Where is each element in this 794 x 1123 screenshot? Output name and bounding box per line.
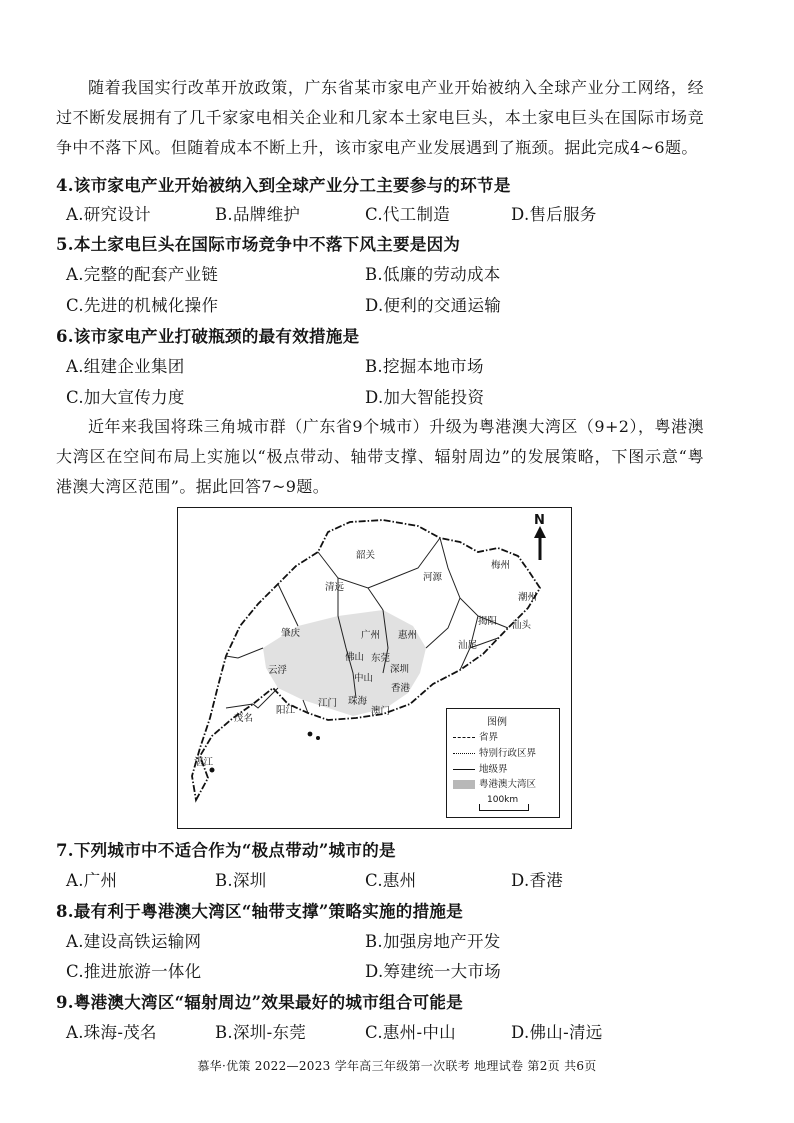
greater-bay-area-map: [177, 507, 572, 829]
question-9-option-a: A.珠海-茂名: [66, 1023, 157, 1042]
city-label: 深圳: [390, 664, 410, 675]
city-label: 梅州: [491, 560, 511, 571]
question-5-stem: 5.本土家电巨头在国际市场竞争中不落下风主要是因为: [56, 235, 461, 254]
question-7-option-c: C.惠州: [365, 871, 417, 890]
question-6-option-d: D.加大智能投资: [365, 388, 485, 407]
question-4-option-b: B.品牌维护: [215, 205, 301, 224]
city-label: 广州: [361, 630, 381, 641]
bay-area-shading: [263, 610, 426, 716]
city-label: 中山: [354, 673, 374, 684]
intro-paragraph-1: 随着我国实行改革开放政策，广东省某市家电产业开始被纳入全球产业分工网络，经过不断发展拥有了几千家家电相关企业和几家本土家电巨头，本土家电巨头在国际市场竞争中不落下风。但随着成本不断上升，该市家电产业发展遇到了瓶颈。据此完成4~6题。: [56, 78, 704, 157]
city-label: 阳江: [276, 705, 296, 716]
city-label: 汕尾: [458, 640, 478, 651]
question-6-option-b: B.挖掘本地市场: [365, 357, 484, 376]
city-label: 揭阳: [478, 616, 498, 627]
question-5-option-a: A.完整的配套产业链: [66, 265, 219, 284]
city-label: 潮州: [518, 592, 538, 603]
city-label: 珠海: [348, 696, 368, 707]
city-label: 佛山: [345, 652, 365, 663]
city-label: 汕头: [512, 620, 532, 631]
north-arrow-icon: [534, 513, 546, 560]
question-4-option-d: D.售后服务: [511, 205, 597, 224]
question-7-option-a: A.广州: [66, 871, 118, 890]
city-label: 茂名: [234, 713, 254, 724]
question-7-option-d: D.香港: [511, 871, 564, 890]
legend-item: 特别行政区界: [453, 745, 536, 759]
city-label: 惠州: [398, 630, 418, 641]
city-label: 江门: [318, 698, 338, 709]
question-8-stem: 8.最有利于粤港澳大湾区“轴带支撑”策略实施的措施是: [56, 902, 464, 921]
question-8-option-a: A.建设高铁运输网: [66, 932, 202, 951]
legend-item: 地级界: [453, 761, 508, 775]
question-9-stem: 9.粤港澳大湾区“辐射周边”效果最好的城市组合可能是: [56, 993, 464, 1012]
question-6-option-c: C.加大宣传力度: [66, 388, 185, 407]
question-4-option-c: C.代工制造: [365, 205, 451, 224]
city-label: 香港: [391, 683, 411, 694]
question-6-stem: 6.该市家电产业打破瓶颈的最有效措施是: [56, 327, 360, 346]
question-4-option-a: A.研究设计: [66, 205, 151, 224]
question-8-option-b: B.加强房地产开发: [365, 932, 501, 951]
city-label: 肇庆: [281, 628, 301, 639]
legend-item: 省界: [453, 729, 498, 743]
question-5-option-d: D.便利的交通运输: [365, 296, 502, 315]
question-6-option-a: A.组建企业集团: [66, 357, 185, 376]
legend-title: 图例: [487, 717, 507, 728]
question-4-stem: 4.该市家电产业开始被纳入到全球产业分工主要参与的环节是: [56, 176, 511, 195]
city-label: 澳门: [371, 706, 391, 717]
question-8-option-d: D.筹建统一大市场: [365, 962, 502, 981]
city-label: 东莞: [371, 653, 391, 664]
map-legend: [446, 708, 560, 818]
question-9-option-d: D.佛山-清远: [511, 1023, 603, 1042]
question-5-option-c: C.先进的机械化操作: [66, 296, 219, 315]
question-7-stem: 7.下列城市中不适合作为“极点带动”城市的是: [56, 841, 396, 860]
city-label: 河源: [423, 572, 443, 583]
north-label: N: [534, 513, 545, 528]
city-label: 韶关: [356, 550, 376, 561]
question-8-option-c: C.推进旅游一体化: [66, 962, 202, 981]
question-9-option-b: B.深圳-东莞: [215, 1023, 307, 1042]
city-label: 云浮: [268, 665, 288, 676]
city-label: 湛江: [194, 757, 214, 768]
question-9-option-c: C.惠州-中山: [365, 1023, 456, 1042]
city-label: 清远: [325, 582, 345, 593]
question-5-option-b: B.低廉的劳动成本: [365, 265, 501, 284]
intro-paragraph-2: 近年来我国将珠三角城市群（广东省9个城市）升级为粤港澳大湾区（9+2），粤港澳大湾区在空间布局上实施以“极点带动、轴带支撑、辐射周边”的发展策略，下图示意“粤港澳大湾区范围”。据此回答7~9题。: [56, 417, 704, 496]
scale-bar: 100km: [479, 795, 529, 806]
page-footer: 慕华·优策 2022—2023 学年高三年级第一次联考 地理试卷 第2页 共6页: [197, 1059, 597, 1073]
legend-item: 粤港澳大湾区: [453, 776, 536, 790]
question-7-option-b: B.深圳: [215, 871, 267, 890]
